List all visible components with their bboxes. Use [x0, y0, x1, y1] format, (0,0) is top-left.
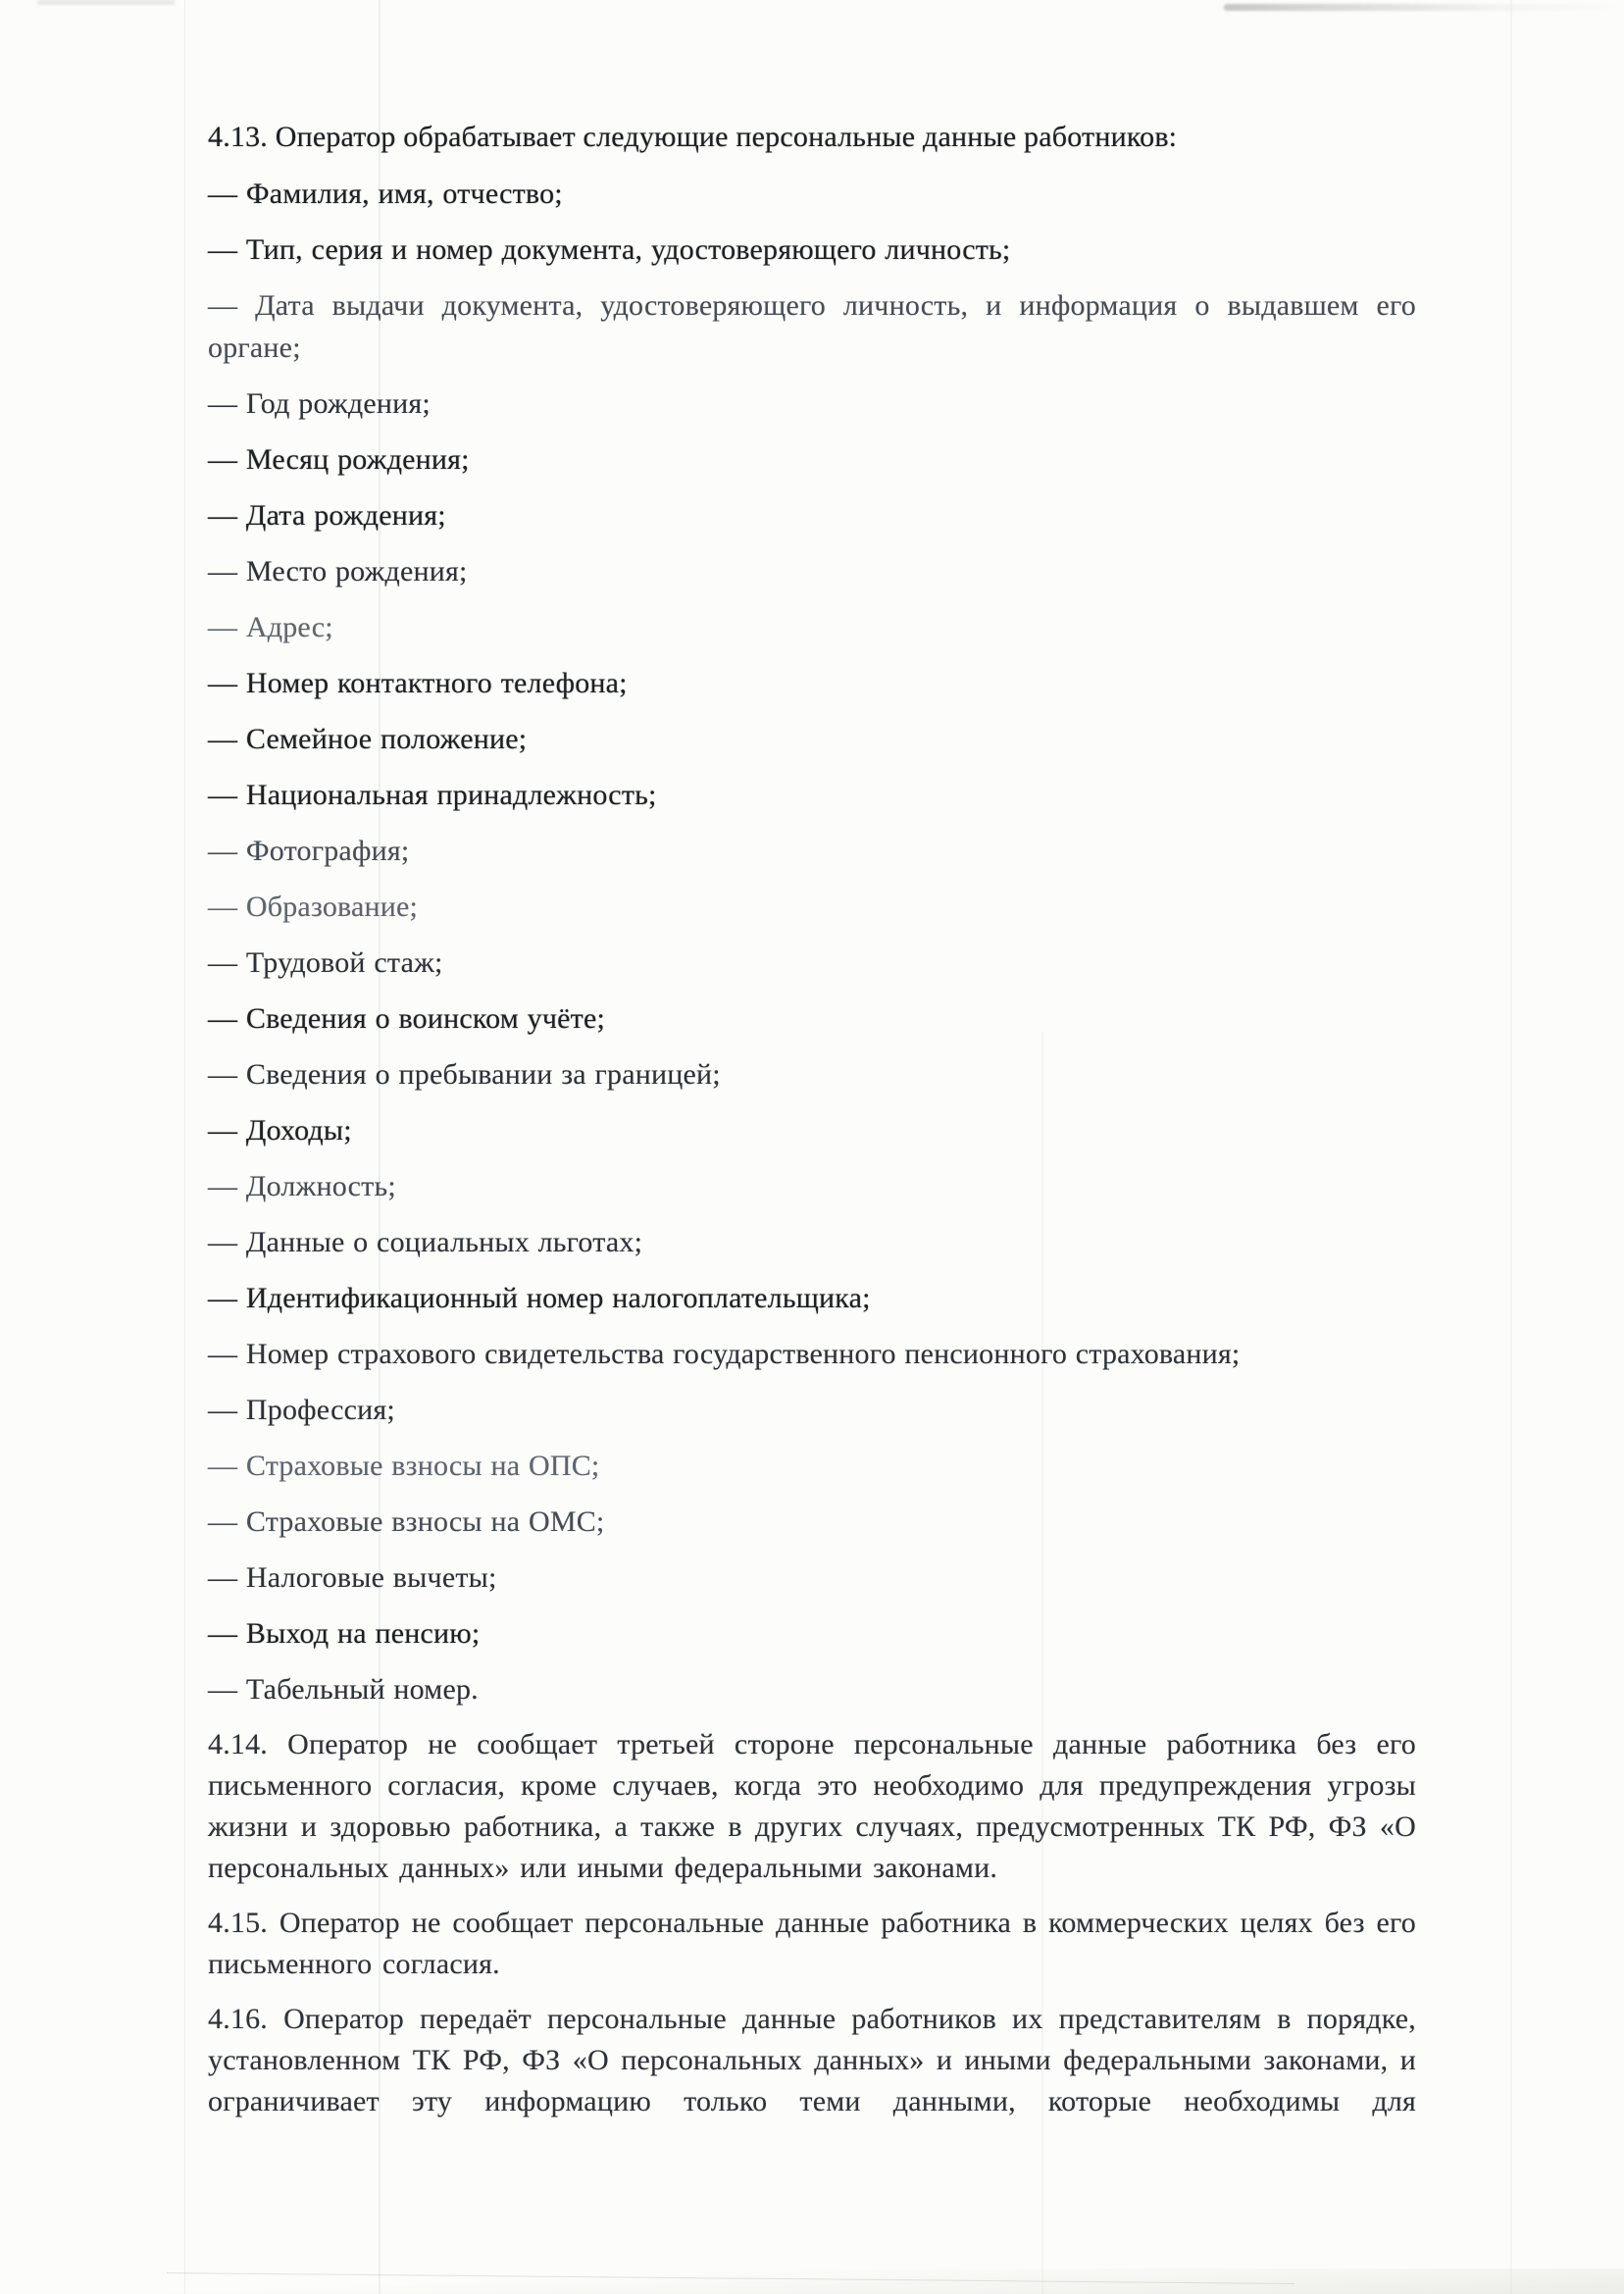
scan-artifact-vertical-line: [1510, 0, 1512, 2294]
list-item: — Номер страхового свидетельства государственного пенсионного страхования;: [208, 1338, 1241, 1370]
clause-4-15-paragraph: 4.15. Оператор не сообщает персональные данные работника в коммерческих целях без его письменного согласия.: [208, 1907, 1416, 1980]
scan-page-edge-bottom-line: [167, 2272, 1294, 2284]
list-item: — Национальная принадлежность;: [208, 779, 657, 811]
personal-data-list: [208, 173, 1416, 1710]
list-item: — Должность;: [208, 1170, 396, 1202]
list-item: — Сведения о пребывании за границей;: [208, 1058, 721, 1091]
list-item: — Сведения о воинском учёте;: [208, 1002, 606, 1035]
list-item: — Дата рождения;: [208, 499, 446, 532]
list-item: — Страховые взносы на ОПС;: [208, 1450, 600, 1482]
scan-page-edge-left: [184, 0, 185, 2294]
clause-4-13-heading: 4.13. Оператор обрабатывает следующие персональные данные работников:: [208, 121, 1178, 153]
list-item: — Данные о социальных льготах;: [208, 1226, 643, 1258]
list-item: — Идентификационный номер налогоплательщика;: [208, 1282, 871, 1314]
page-content: [208, 116, 1416, 2136]
list-item: — Доходы;: [208, 1114, 352, 1147]
list-item: — Образование;: [208, 891, 419, 923]
list-item: — Место рождения;: [208, 555, 468, 587]
list-item: — Семейное положение;: [208, 723, 528, 755]
clause-4-16-paragraph: 4.16. Оператор передаёт персональные данные работников их представителям в порядке, установленном ТК РФ, ФЗ «О персональных данных» и иными федеральными законами, и ограничивает эту информацию только теми данными, которые необходимы для: [208, 2003, 1416, 2117]
clause-4-14-paragraph: 4.14. Оператор не сообщает третьей стороне персональные данные работника без его письменного согласия, кроме случаев, когда это необходимо для предупреждения угрозы жизни и здоровью работника, а также в других случаях, предусмотренных ТК РФ, ФЗ «О персональных данных» или иными федеральными законами.: [208, 1728, 1416, 1884]
list-item: — Год рождения;: [208, 387, 431, 420]
list-item: — Выход на пенсию;: [208, 1617, 481, 1650]
list-item: — Профессия;: [208, 1394, 395, 1426]
list-item: — Фамилия, имя, отчество;: [208, 178, 563, 210]
list-item: — Номер контактного телефона;: [208, 667, 628, 699]
list-item: — Тип, серия и номер документа, удостоверяющего личность;: [208, 233, 1011, 266]
list-item: — Страховые взносы на ОМС;: [208, 1505, 605, 1538]
list-item: — Трудовой стаж;: [208, 946, 443, 979]
list-item: — Месяц рождения;: [208, 443, 470, 476]
list-item: — Табельный номер.: [208, 1673, 479, 1706]
list-item: — Фотография;: [208, 835, 410, 867]
list-item: — Дата выдачи документа, удостоверяющего личность, и информация о выдавшем его органе;: [208, 289, 1416, 364]
list-item: — Налоговые вычеты;: [208, 1561, 497, 1594]
scan-artifact-top-streak: [1224, 4, 1624, 11]
scan-page-edge-bottom: [0, 2269, 1624, 2294]
list-item: — Адрес;: [208, 611, 333, 643]
scan-artifact-top-left-streak: [37, 0, 175, 5]
